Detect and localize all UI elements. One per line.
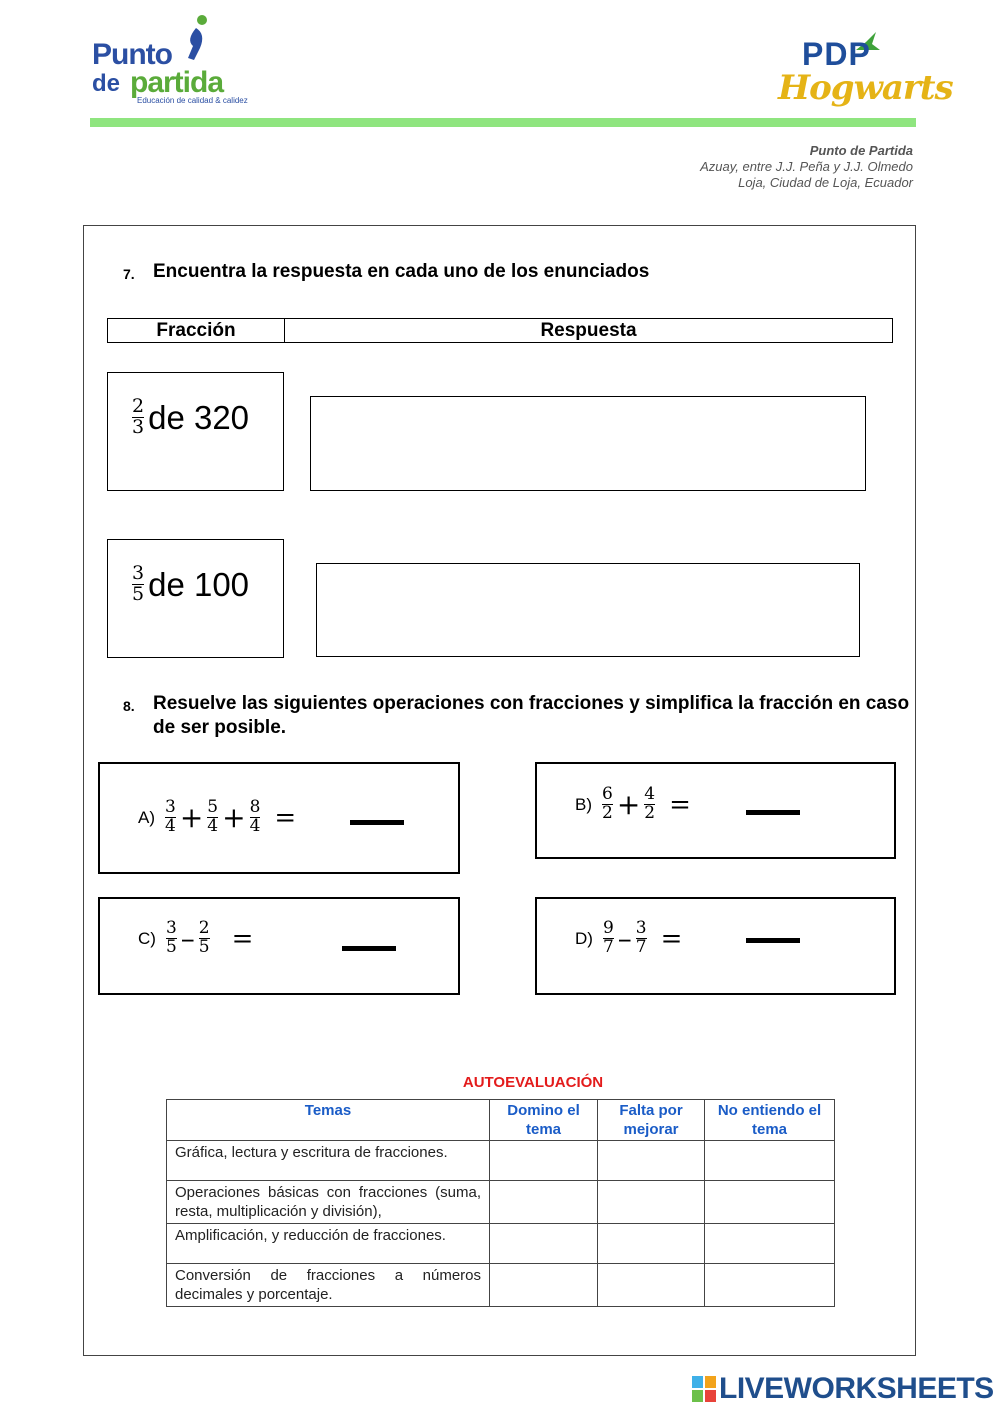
check-cell[interactable]	[598, 1224, 705, 1264]
check-cell[interactable]	[705, 1181, 835, 1224]
q7-header-table	[107, 318, 893, 343]
check-cell[interactable]	[598, 1181, 705, 1224]
col-fraction-header: Fracción	[108, 319, 285, 342]
col-answer-header: Respuesta	[540, 320, 637, 341]
minus-sign: –	[180, 922, 195, 956]
op-d-answer-line[interactable]	[746, 938, 800, 943]
q8-text: Resuelve las siguientes operaciones con fracciones y simplifica la fracción en caso de ser posible.	[153, 693, 910, 738]
check-cell[interactable]	[705, 1224, 835, 1264]
address-line-2: Loja, Ciudad de Loja, Ecuador	[738, 175, 913, 190]
operation-c: C) $\frac{3}{5}$ – $\frac{2}{5}$ =	[138, 918, 254, 958]
operation-b: B) $\frac{6}{2}$ + $\frac{4}{2}$ =	[575, 784, 691, 824]
pdp-hogwarts-logo: PDP Hogwarts	[776, 30, 916, 110]
op-b-fraction-1: $\frac{6}{2}$	[602, 784, 613, 824]
liveworksheets-icon	[692, 1376, 716, 1402]
minus-sign: –	[617, 922, 632, 956]
op-a-answer-line[interactable]	[350, 820, 404, 825]
address-line-1: Azuay, entre J.J. Peña y J.J. Olmedo	[700, 159, 913, 174]
fraction-box-1	[107, 372, 284, 491]
check-cell[interactable]	[598, 1141, 705, 1181]
fraction-2-text: de 100	[148, 565, 250, 603]
fraction-1-text: de 320	[148, 398, 250, 436]
check-cell[interactable]	[490, 1181, 598, 1224]
equals-sign: =	[274, 802, 297, 833]
check-cell[interactable]	[490, 1224, 598, 1264]
check-cell[interactable]	[490, 1264, 598, 1307]
table-row	[167, 1264, 835, 1307]
op-c-answer-line[interactable]	[342, 946, 396, 951]
topic-cell: Conversión de fracciones a números decimales y porcentaje.	[167, 1264, 490, 1307]
topic-cell: Gráfica, lectura y escritura de fracciones.	[167, 1141, 490, 1181]
op-a-fraction-2: $\frac{5}{4}$	[207, 797, 219, 837]
q7-text: Encuentra la respuesta en cada uno de los enunciados	[153, 261, 650, 282]
equals-sign: =	[669, 789, 691, 820]
plus-sign: +	[179, 801, 204, 835]
answer-input-2[interactable]	[316, 563, 860, 657]
autoevaluacion-table	[166, 1099, 835, 1307]
punto-de-partida-logo: Punto de partida Educación de calidad & calidez	[92, 14, 252, 106]
op-c-fraction-2: $\frac{2}{5}$	[198, 918, 210, 958]
q8-number: 8.	[123, 698, 135, 714]
topic-cell: Amplificación, y reducción de fracciones.	[167, 1224, 490, 1264]
operation-a: A) $\frac{3}{4}$ + $\frac{5}{4}$ + $\frac{8}{4}$ =	[138, 797, 297, 837]
check-cell[interactable]	[705, 1141, 835, 1181]
liveworksheets-brand: LIVEWORKSHEETS	[719, 1372, 994, 1405]
header-temas: Temas	[167, 1100, 490, 1141]
autoevaluacion-title: AUTOEVALUACIÓN	[462, 1074, 604, 1091]
table-row	[167, 1224, 835, 1264]
figure-logo-icon	[176, 14, 216, 64]
equals-sign: =	[660, 923, 683, 954]
op-a-fraction-1: $\frac{3}{4}$	[165, 797, 176, 837]
op-b-answer-line[interactable]	[746, 810, 800, 815]
address-name: Punto de Partida	[809, 143, 913, 158]
check-cell[interactable]	[705, 1264, 835, 1307]
header-divider	[90, 118, 916, 127]
check-cell[interactable]	[598, 1264, 705, 1307]
op-b-fraction-2: $\frac{4}{2}$	[644, 784, 656, 824]
fraction-1: $\frac{2}{3}$	[132, 395, 145, 439]
check-cell[interactable]	[490, 1141, 598, 1181]
header-falta: Falta por mejorar	[598, 1100, 705, 1141]
fraction-box-2	[107, 539, 284, 658]
plus-sign: +	[616, 788, 641, 822]
op-a-fraction-3: $\frac{8}{4}$	[249, 797, 261, 837]
answer-input-1[interactable]	[310, 396, 866, 491]
table-row	[167, 1181, 835, 1224]
op-d-fraction-1: $\frac{9}{7}$	[602, 918, 614, 958]
fraction-2: $\frac{3}{5}$	[132, 562, 145, 606]
operation-d: D) $\frac{9}{7}$ – $\frac{3}{7}$ =	[575, 918, 683, 958]
plus-sign: +	[222, 801, 246, 835]
equals-sign: =	[231, 923, 254, 954]
topic-cell: Operaciones básicas con fracciones (suma, resta, multiplicación y división),	[167, 1181, 490, 1224]
q7-number: 7.	[123, 266, 135, 282]
header-domino: Domino el tema	[490, 1100, 598, 1141]
table-row	[167, 1141, 835, 1181]
op-d-fraction-2: $\frac{3}{7}$	[635, 918, 647, 958]
header-no-entiendo: No entiendo el tema	[705, 1100, 835, 1141]
op-c-fraction-1: $\frac{3}{5}$	[165, 918, 177, 958]
liveworksheets-logo	[692, 1372, 994, 1406]
